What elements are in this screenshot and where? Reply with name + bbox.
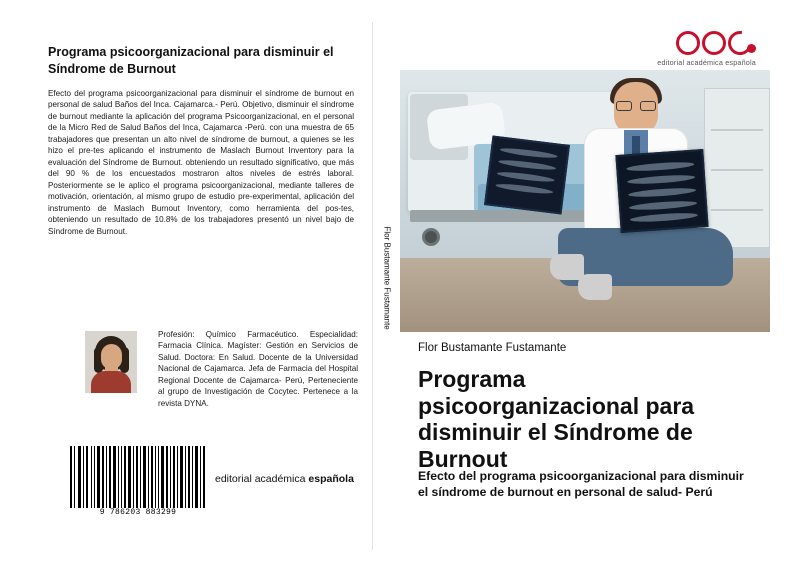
publisher-name-bold: española — [308, 473, 354, 485]
back-cover-abstract: Efecto del programa psicoorganizacional para disminuir el síndrome de burnout en personal de salud Baños del Inca. Cajamarca.- Perú. Objetivo, disminuir el síndrome de burnout mediante la aplicación del programa Psicoorganizacional, en el personal de la Micro Red de Salud Baños del Inca, Cajamarca -Perú. con una muestra de 65 trabajadores que presentan un alto nivel de síndrome de burnout, a quienes se les hizo el pre-tes aplicando el instrumento de Maslach Burnout Inventory para la evaluación del Síndrome de Burnout. obteniendo un resultado significativo, que más del 90 % de los encuestados mostraron altos niveles de estrés laboral. Posteriormente se le aplico el programa psicoorganizacional, mediante talleres de motivación, orientación, al mismo grupo de estudio pre-experimental, aplicación del instrumento de Maslach Burnout Inventory, como herramienta del pos-tes, obteniendo un resultado de 10.8% de los trabajadores presentó un nivel bajo de Síndrome de Burnout. — [48, 89, 354, 236]
book-spine — [372, 22, 402, 550]
author-portrait-photo — [85, 331, 137, 393]
front-cover-title: Programa psicoorganizacional para disminuir el Síndrome de Burnout — [418, 366, 695, 473]
publisher-logo-text: editorial académica española — [657, 58, 756, 67]
front-cover-subtitle: Efecto del programa psicoorganizacional para disminuir el síndrome de burnout en personal de salud- Perú — [418, 469, 744, 500]
publisher-name-regular: editorial académica — [215, 473, 309, 485]
barcode — [70, 446, 206, 522]
publisher-logo — [644, 30, 756, 70]
cover-photograph — [400, 70, 770, 332]
spine-author-name: Flor Bustamante Fustamante — [382, 226, 392, 330]
back-cover-title: Programa psicoorganizacional para disminuir el Síndrome de Burnout — [48, 45, 334, 76]
author-biography: Profesión: Químico Farmacéutico. Especialidad: Farmacia Clínica. Magíster: Gestión en Servicios de Salud. Doctora: En Salud. Docente de la Universidad Nacional de Cajamarca. Jefa de Farmacia del Hospital Regional Docente de Cajamarca- Perú, Perteneciente al grupo de Investigación de Cocytec. Pertenece a la revista DYNA. — [158, 330, 358, 408]
photo-bed-wheel — [422, 228, 440, 246]
front-cover-author: Flor Bustamante Fustamante — [418, 342, 567, 354]
back-cover-publisher — [215, 473, 365, 485]
author-block — [48, 329, 358, 419]
photo-eyeglasses — [616, 101, 656, 111]
back-cover-panel — [30, 22, 372, 550]
photo-xray-film — [615, 149, 708, 233]
front-cover-panel — [400, 22, 770, 550]
barcode-isbn-number: 9 786203 883299 — [99, 508, 177, 517]
photo-xray-film — [484, 136, 570, 215]
photo-doctor-figure — [550, 78, 765, 332]
barcode-bars — [70, 446, 206, 508]
eae-logo-icon — [644, 30, 756, 56]
